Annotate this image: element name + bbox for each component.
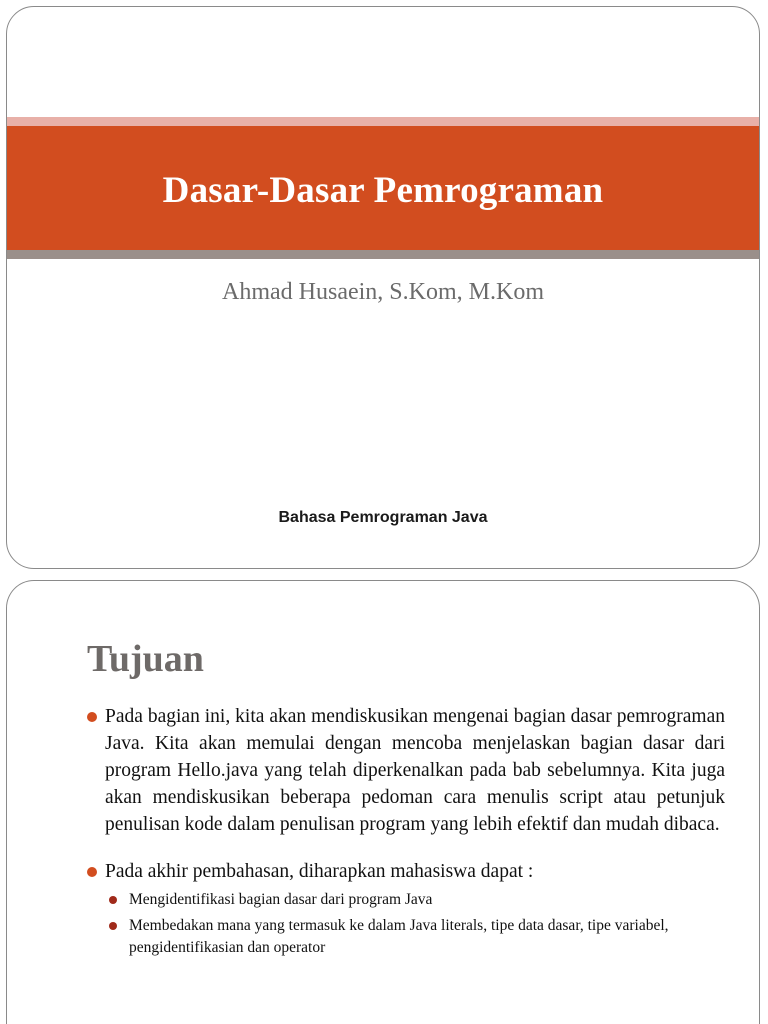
bullet-text: Pada bagian ini, kita akan mendiskusikan mengenai bagian dasar pemrograman Java. Kita akan memulai dengan mencoba menjelaskan bagian dasar dari program Hello.java yang telah diperkenalkan pada bab sebelumnya. Kita juga akan mendiskusikan beberapa pedoman cara menulis script atau petunjuk penulisan kode dalam penulisan program yang lebih efektif dan mudah dibaca.	[105, 706, 725, 835]
bullet-dot-icon	[87, 867, 97, 877]
sub-bullet-text: Membedakan mana yang termasuk ke dalam Java literals, tipe data dasar, tipe variabel, pengidentifikasian dan operator	[129, 917, 669, 956]
bullet-text: Pada akhir pembahasan, diharapkan mahasiswa dapat :	[105, 861, 534, 882]
slide-content	[85, 703, 725, 963]
sub-bullet-text: Mengidentifikasi bagian dasar dari program Java	[129, 891, 433, 908]
slide-heading: Tujuan	[87, 638, 204, 680]
author-name: Ahmad Husaein, S.Kom, M.Kom	[222, 279, 544, 305]
bullet-item	[85, 858, 725, 885]
sub-bullet-dot-icon	[109, 896, 117, 904]
sub-bullet-item	[107, 915, 725, 959]
sub-bullet-item	[107, 889, 725, 911]
sub-bullet-list	[107, 889, 725, 959]
bullet-dot-icon	[87, 712, 97, 722]
title-band-bottom-stripe	[7, 250, 759, 259]
sub-bullet-dot-icon	[109, 922, 117, 930]
slide-title: Dasar-Dasar Pemrograman	[162, 169, 604, 211]
bullet-item	[85, 703, 725, 838]
slide-footer: Bahasa Pemrograman Java	[278, 509, 488, 526]
title-band	[7, 126, 759, 250]
objectives-slide	[6, 580, 760, 1024]
title-band-top-stripe	[7, 117, 759, 126]
title-slide	[6, 6, 760, 569]
